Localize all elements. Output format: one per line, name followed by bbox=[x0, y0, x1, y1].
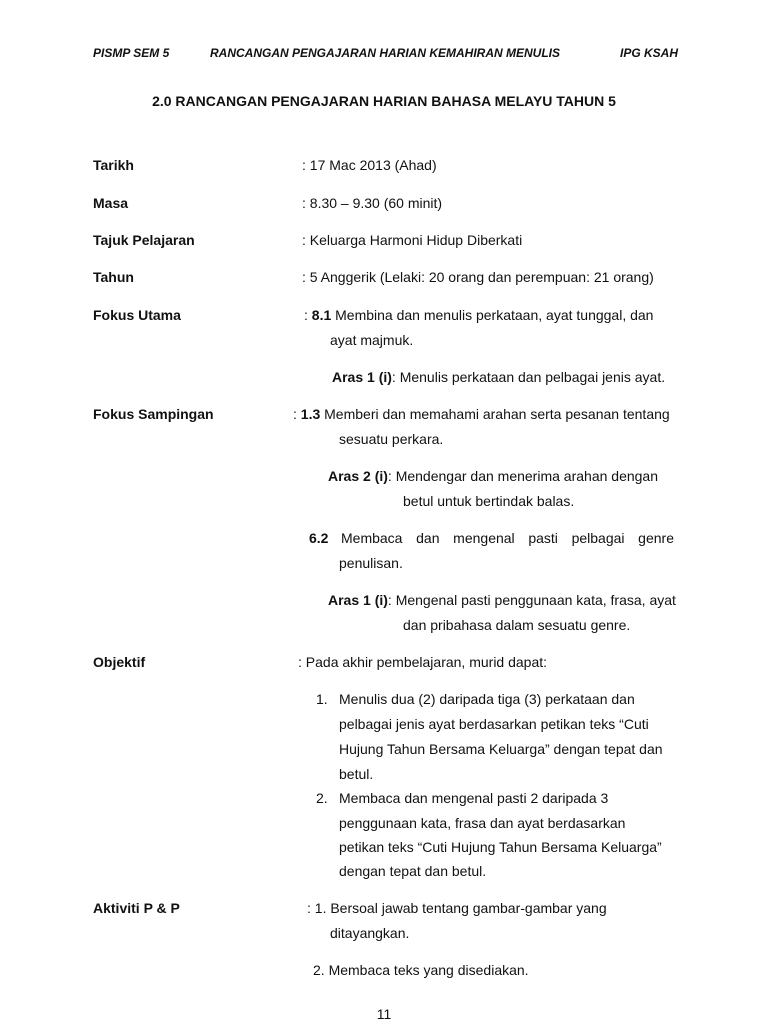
objektif-item2-num: 2. bbox=[316, 790, 328, 806]
fokus-sampingan-line3: Membaca dan mengenal pasti pelbagai genre bbox=[341, 530, 674, 546]
aktiviti-line2: ditayangkan. bbox=[330, 925, 410, 941]
fokus-utama-line1 bbox=[304, 307, 653, 323]
aras1-label: Aras 1 (i) bbox=[328, 592, 388, 608]
header-right: IPG KSAH bbox=[620, 46, 679, 60]
objektif-item2-line: penggunaan kata, frasa dan ayat berdasarkan bbox=[339, 815, 626, 831]
fokus-utama-line2: ayat majmuk. bbox=[330, 332, 414, 348]
fokus-utama-aras-text: : Menulis perkataan dan pelbagai jenis ayat. bbox=[391, 369, 666, 385]
tajuk-label: Tajuk Pelajaran bbox=[93, 232, 195, 248]
fokus-sampingan-line1 bbox=[293, 406, 670, 422]
fokus-sampingan-line4: penulisan. bbox=[339, 555, 403, 571]
fokus-sampingan-code2: 6.2 bbox=[309, 530, 329, 546]
fokus-utama-aras bbox=[332, 369, 665, 385]
fokus-utama-code: 8.1 bbox=[311, 307, 332, 323]
fokus-sampingan-aras1 bbox=[328, 592, 676, 608]
fokus-sampingan-line2: sesuatu perkara. bbox=[339, 431, 444, 447]
tarikh-label: Tarikh bbox=[93, 157, 134, 173]
masa-label: Masa bbox=[93, 195, 129, 211]
header-left: PISMP SEM 5 bbox=[93, 46, 170, 60]
fokus-utama-aras-label: Aras 1 (i) bbox=[332, 369, 392, 385]
objektif-item1-line: Menulis dua (2) daripada tiga (3) perkataan dan bbox=[339, 691, 635, 707]
aras2-line2: betul untuk bertindak balas. bbox=[403, 493, 575, 509]
masa-value: : 8.30 – 9.30 (60 minit) bbox=[302, 195, 443, 211]
objektif-item1-line: pelbagai jenis ayat berdasarkan petikan teks “Cuti bbox=[339, 716, 649, 732]
objektif-item2-line: dengan tepat dan betul. bbox=[339, 863, 487, 879]
page-number: 11 bbox=[376, 1006, 392, 1022]
tajuk-value: : Keluarga Harmoni Hidup Diberkati bbox=[302, 232, 523, 248]
tahun-value: : 5 Anggerik (Lelaki: 20 orang dan perempuan: 21 orang) bbox=[302, 269, 654, 285]
aktiviti-line3: 2. Membaca teks yang disediakan. bbox=[313, 962, 529, 978]
aras1-line2: dan pribahasa dalam sesuatu genre. bbox=[403, 617, 631, 633]
aras1-text1: : Mengenal pasti penggunaan kata, frasa, ayat bbox=[387, 592, 676, 608]
fokus-sampingan-code2-row bbox=[309, 530, 328, 546]
objektif-item1-line: betul. bbox=[339, 766, 374, 782]
fokus-utama-text1: Membina dan menulis perkataan, ayat tunggal, dan bbox=[331, 307, 654, 323]
objektif-intro: : Pada akhir pembelajaran, murid dapat: bbox=[298, 654, 548, 670]
tarikh-value: : 17 Mac 2013 (Ahad) bbox=[302, 157, 437, 173]
aras2-label: Aras 2 (i) bbox=[328, 468, 388, 484]
fokus-sampingan-aras2 bbox=[328, 468, 658, 484]
page-title: 2.0 RANCANGAN PENGAJARAN HARIAN BAHASA MELAYU TAHUN 5 bbox=[152, 93, 616, 109]
fokus-sampingan-prefix: : bbox=[293, 406, 301, 422]
aktiviti-label: Aktiviti P & P bbox=[93, 900, 180, 916]
objektif-item2-line: Membaca dan mengenal pasti 2 daripada 3 bbox=[339, 790, 609, 806]
objektif-item1-line: Hujung Tahun Bersama Keluarga” dengan tepat dan bbox=[339, 741, 663, 757]
tahun-label: Tahun bbox=[93, 269, 134, 285]
fokus-utama-prefix: : bbox=[304, 307, 312, 323]
objektif-item1-num: 1. bbox=[316, 691, 328, 707]
fokus-sampingan-code1: 1.3 bbox=[300, 406, 321, 422]
fokus-utama-label: Fokus Utama bbox=[93, 307, 181, 323]
fokus-sampingan-label: Fokus Sampingan bbox=[93, 406, 214, 422]
objektif-label: Objektif bbox=[93, 654, 146, 670]
aktiviti-line1: : 1. Bersoal jawab tentang gambar-gambar yang bbox=[307, 900, 607, 916]
header-center: RANCANGAN PENGAJARAN HARIAN KEMAHIRAN MENULIS bbox=[210, 46, 561, 60]
fokus-sampingan-text1: Memberi dan memahami arahan serta pesanan tentang bbox=[320, 406, 670, 422]
objektif-item2-line: petikan teks “Cuti Hujung Tahun Bersama Keluarga” bbox=[339, 839, 662, 855]
aras2-text1: : Mendengar dan menerima arahan dengan bbox=[387, 468, 658, 484]
